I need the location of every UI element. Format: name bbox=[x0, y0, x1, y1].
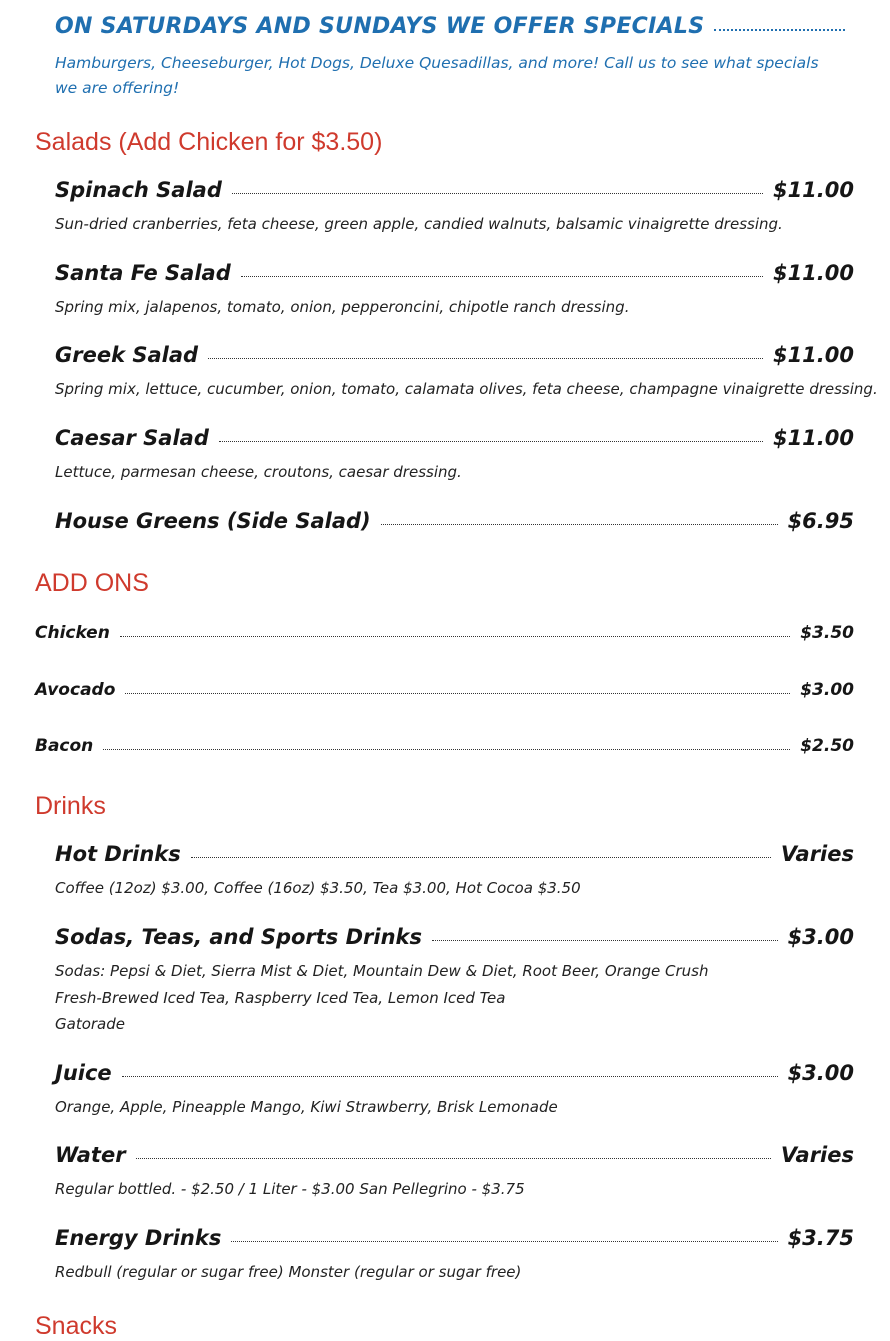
menu-item bbox=[55, 925, 854, 1038]
menu-item bbox=[55, 261, 854, 321]
section-title-salads: Salads (Add Chicken for $3.50) bbox=[35, 128, 383, 156]
item-description: Spring mix, lettuce, cucumber, onion, tomato, calamata olives, feta cheese, champagne vinaigrette dressing. bbox=[55, 380, 878, 398]
item-price: $3.75 bbox=[787, 1226, 854, 1250]
dot-leader bbox=[125, 692, 790, 694]
dot-leader bbox=[714, 28, 845, 31]
item-price: $11.00 bbox=[772, 178, 854, 202]
item-name: Water bbox=[55, 1143, 126, 1167]
section-title-drinks: Drinks bbox=[35, 792, 106, 820]
dot-leader bbox=[122, 1075, 778, 1077]
specials-description: Hamburgers, Cheeseburger, Hot Dogs, Deluxe Quesadillas, and more! Call us to see what specials we are offering! bbox=[55, 54, 819, 97]
menu-item bbox=[55, 1226, 854, 1286]
item-name: Santa Fe Salad bbox=[55, 261, 231, 285]
item-description: Spring mix, jalapenos, tomato, onion, pepperoncini, chipotle ranch dressing. bbox=[55, 298, 630, 316]
dot-leader bbox=[136, 1157, 771, 1159]
dot-leader bbox=[191, 856, 771, 858]
item-price: $6.95 bbox=[787, 509, 854, 533]
item-price: Varies bbox=[780, 842, 854, 866]
item-price: $3.00 bbox=[800, 680, 854, 700]
section-title-snacks: Snacks bbox=[35, 1312, 117, 1340]
item-name: Greek Salad bbox=[55, 343, 199, 367]
item-price: $11.00 bbox=[772, 426, 854, 450]
addon-item bbox=[35, 736, 854, 756]
item-description-line: Coffee (12oz) $3.00, Coffee (16oz) $3.50, Tea $3.00, Hot Cocoa $3.50 bbox=[55, 879, 581, 897]
item-name: Bacon bbox=[35, 736, 94, 756]
dot-leader bbox=[432, 939, 778, 941]
menu-item bbox=[55, 842, 854, 902]
item-price: $11.00 bbox=[772, 261, 854, 285]
item-name: House Greens (Side Salad) bbox=[55, 509, 371, 533]
section-title-addons: ADD ONS bbox=[35, 569, 149, 597]
dot-leader bbox=[241, 275, 763, 277]
addon-item bbox=[35, 680, 854, 700]
specials-block bbox=[55, 14, 845, 101]
item-price: $3.50 bbox=[800, 623, 854, 643]
item-description-line: Gatorade bbox=[55, 1015, 125, 1033]
item-price: $2.50 bbox=[800, 736, 854, 756]
item-description-line: Fresh-Brewed Iced Tea, Raspberry Iced Tea, Lemon Iced Tea bbox=[55, 988, 506, 1007]
item-description: Lettuce, parmesan cheese, croutons, caesar dressing. bbox=[55, 463, 462, 481]
item-name: Juice bbox=[55, 1061, 112, 1085]
item-price: Varies bbox=[780, 1143, 854, 1167]
item-name: Caesar Salad bbox=[55, 426, 209, 450]
item-description-line: Orange, Apple, Pineapple Mango, Kiwi Strawberry, Brisk Lemonade bbox=[55, 1098, 558, 1116]
item-description-line: Sodas: Pepsi & Diet, Sierra Mist & Diet, Mountain Dew & Diet, Root Beer, Orange Crush bbox=[55, 962, 709, 980]
item-name: Spinach Salad bbox=[55, 178, 222, 202]
menu-item bbox=[55, 343, 878, 403]
dot-leader bbox=[231, 1240, 777, 1242]
dot-leader bbox=[232, 192, 763, 194]
menu-item bbox=[55, 426, 854, 486]
menu-item bbox=[55, 509, 854, 533]
item-description-line: Regular bottled. - $2.50 / 1 Liter - $3.00 San Pellegrino - $3.75 bbox=[55, 1180, 525, 1198]
dot-leader bbox=[120, 635, 790, 637]
dot-leader bbox=[208, 357, 763, 359]
addon-item bbox=[35, 623, 854, 643]
dot-leader bbox=[103, 748, 790, 750]
item-name: Chicken bbox=[35, 623, 110, 643]
item-name: Energy Drinks bbox=[55, 1226, 222, 1250]
item-name: Hot Drinks bbox=[55, 842, 181, 866]
dot-leader bbox=[219, 440, 763, 442]
dot-leader bbox=[381, 523, 778, 525]
menu-item bbox=[55, 178, 854, 238]
menu-item bbox=[55, 1061, 854, 1121]
item-price: $11.00 bbox=[772, 343, 854, 367]
menu-item bbox=[55, 1143, 854, 1203]
item-description: Sun-dried cranberries, feta cheese, green apple, candied walnuts, balsamic vinaigrette dressing. bbox=[55, 215, 783, 233]
specials-title: ON SATURDAYS AND SUNDAYS WE OFFER SPECIALS bbox=[55, 14, 705, 39]
item-price: $3.00 bbox=[787, 925, 854, 949]
item-description-line: Redbull (regular or sugar free) Monster (regular or sugar free) bbox=[55, 1263, 522, 1281]
item-name: Sodas, Teas, and Sports Drinks bbox=[55, 925, 423, 949]
item-name: Avocado bbox=[35, 680, 116, 700]
item-price: $3.00 bbox=[787, 1061, 854, 1085]
